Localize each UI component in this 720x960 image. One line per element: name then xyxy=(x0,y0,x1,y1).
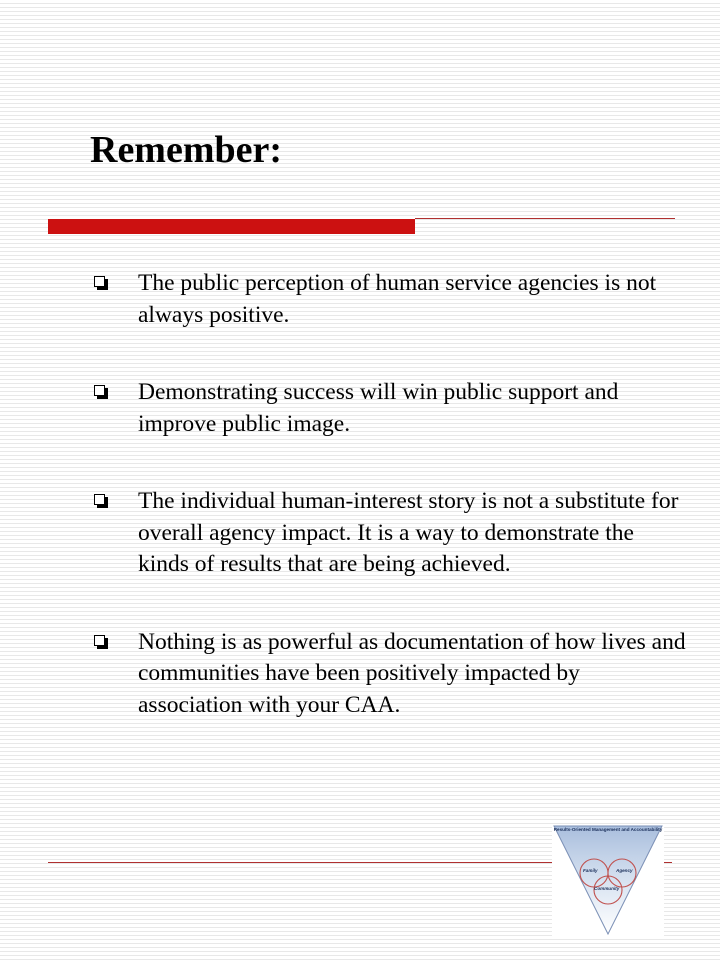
checkbox-bullet-icon xyxy=(94,494,105,505)
bullet-item xyxy=(92,268,687,331)
checkbox-bullet-icon xyxy=(94,635,105,646)
roma-logo xyxy=(552,824,664,936)
bullet-text: Demonstrating success will win public support and improve public image. xyxy=(138,379,619,437)
bullet-list xyxy=(92,268,687,721)
bullet-item xyxy=(92,377,687,440)
bullet-text: The public perception of human service agencies is not always positive. xyxy=(138,270,657,328)
roma-triangle-icon xyxy=(552,824,664,936)
bullet-text: Nothing is as powerful as documentation of how lives and communities have been positively impacted by association with your CAA. xyxy=(138,628,686,718)
checkbox-bullet-icon xyxy=(94,385,105,396)
title-thin-rule xyxy=(415,218,675,219)
bullet-item xyxy=(92,486,687,581)
slide-title: Remember: xyxy=(90,129,283,171)
bullet-item xyxy=(92,627,687,722)
logo-caption: Results-Oriented Management and Accountability xyxy=(553,827,663,832)
logo-label-community: Community xyxy=(594,886,620,891)
bullet-text: The individual human-interest story is not a substitute for overall agency impact. It is a way to demonstrate the kinds of results that are being achieved. xyxy=(138,488,679,577)
logo-label-family: Family xyxy=(583,868,598,873)
logo-label-agency: Agency xyxy=(616,868,633,873)
checkbox-bullet-icon xyxy=(94,276,105,287)
title-accent-bar xyxy=(48,219,415,234)
